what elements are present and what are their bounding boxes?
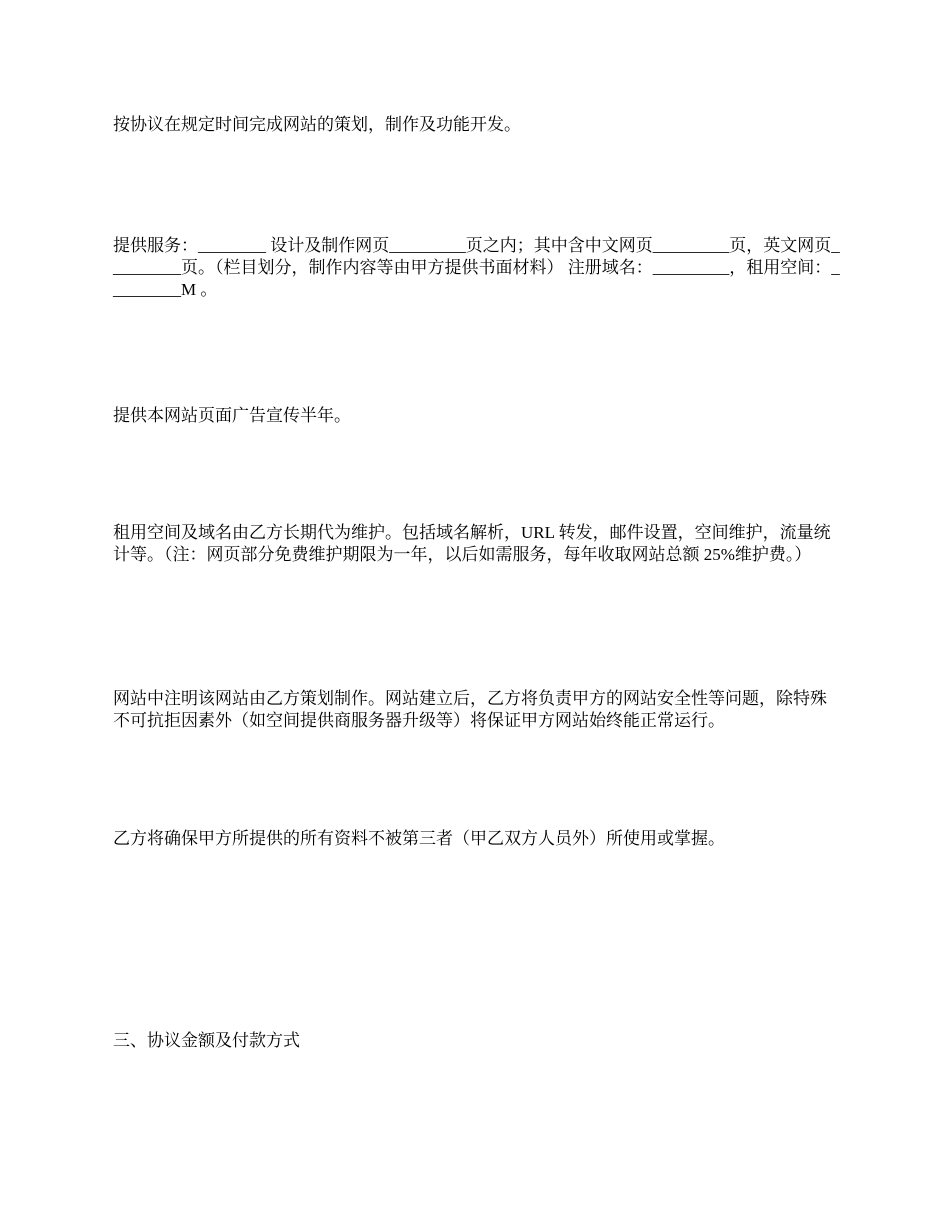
section-heading-payment: 三、协议金额及付款方式	[113, 1031, 300, 1050]
paragraph-confidentiality: 乙方将确保甲方所提供的所有资料不被第三者（甲乙双方人员外）所使用或掌握。	[113, 829, 725, 848]
paragraph-security: 网站中注明该网站由乙方策划制作。网站建立后，乙方将负责甲方的网站安全性等问题，除特殊不可抗拒因素外（如空间提供商服务器升级等）将保证甲方网站始终能正常运行。	[113, 689, 827, 730]
paragraph-schedule: 按协议在规定时间完成网站的策划，制作及功能开发。	[113, 115, 521, 134]
paragraph-services: 提供服务：________ 设计及制作网页_________页之内；其中含中文网页_________页，英文网页_________页。（栏目划分，制作内容等由甲方提供书面材料） 注册域名：_________，租用空间：_________M 。	[113, 236, 840, 299]
paragraph-maintenance: 租用空间及域名由乙方长期代为维护。包括域名解析，URL 转发，邮件设置，空间维护，流量统计等。（注：网页部分免费维护期限为一年，以后如需服务，每年收取网站总额 25%维护费。）	[113, 523, 831, 564]
paragraph-advertising: 提供本网站页面广告宣传半年。	[113, 406, 351, 425]
